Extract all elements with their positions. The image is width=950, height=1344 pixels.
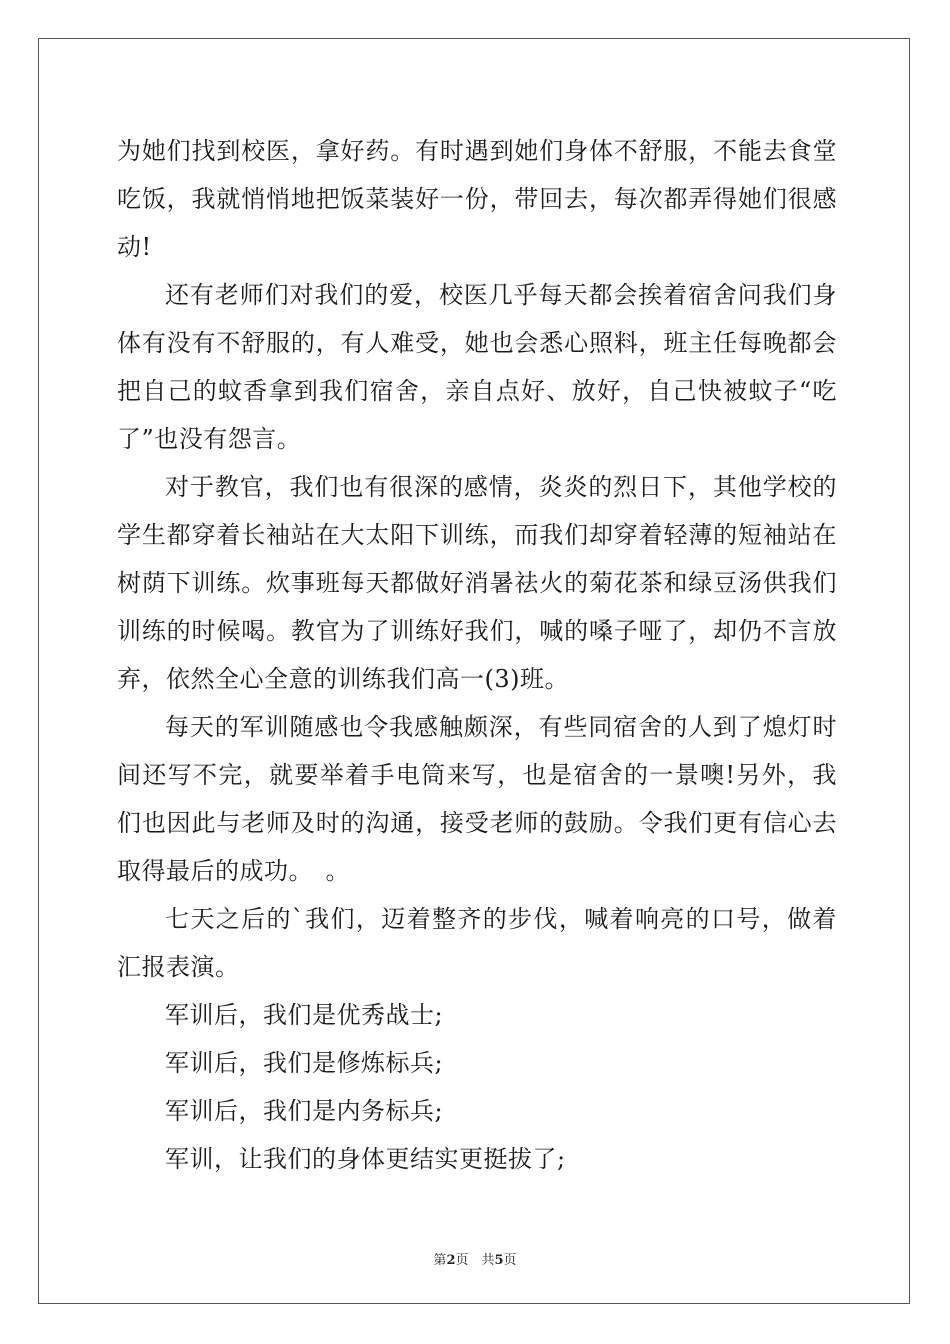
paragraph-5: 七天之后的`我们，迈着整齐的步伐，喊着响亮的口号，做着汇报表演。 [117,905,837,981]
document-body [117,127,837,1183]
footer-middle: 页 共 [455,1253,495,1268]
footer-prefix: 第 [433,1253,447,1268]
page-footer [0,1249,950,1268]
paragraph-4: 每天的军训随感也令我感触颇深，有些同宿舍的人到了熄灯时间还写不完，就要举着手电筒来写，也是宿舍的一景噢!另外，我们也因此与老师及时的沟通，接受老师的鼓励。令我们更有信心去取得最后的成功。 。 [117,713,837,885]
paragraph-9: 军训，让我们的身体更结实更挺拔了; [165,1145,566,1173]
current-page-number: 2 [446,1253,456,1268]
paragraph-8: 军训后，我们是内务标兵; [165,1097,444,1125]
total-pages-number: 5 [494,1253,504,1268]
paragraph-7: 军训后，我们是修炼标兵; [165,1049,444,1077]
paragraph-2: 还有老师们对我们的爱，校医几乎每天都会挨着宿舍问我们身体有没有不舒服的，有人难受，她也会悉心照料，班主任每晚都会把自己的蚊香拿到我们宿舍，亲自点好、放好，自己快被蚊子“吃了”也没有怨言。 [117,281,837,453]
paragraph-6: 军训后，我们是优秀战士; [165,1001,444,1029]
footer-suffix: 页 [503,1253,517,1268]
paragraph-3: 对于教官，我们也有很深的感情，炎炎的烈日下，其他学校的学生都穿着长袖站在大太阳下训练，而我们却穿着轻薄的短袖站在树荫下训练。炊事班每天都做好消暑祛火的菊花茶和绿豆汤供我们训练的时候喝。教官为了训练好我们，喊的嗓子哑了，却仍不言放弃，依然全心全意的训练我们高一(3)班。 [117,473,837,693]
paragraph-1: 为她们找到校医，拿好药。有时遇到她们身体不舒服，不能去食堂吃饭，我就悄悄地把饭菜装好一份，带回去，每次都弄得她们很感动! [117,137,837,261]
